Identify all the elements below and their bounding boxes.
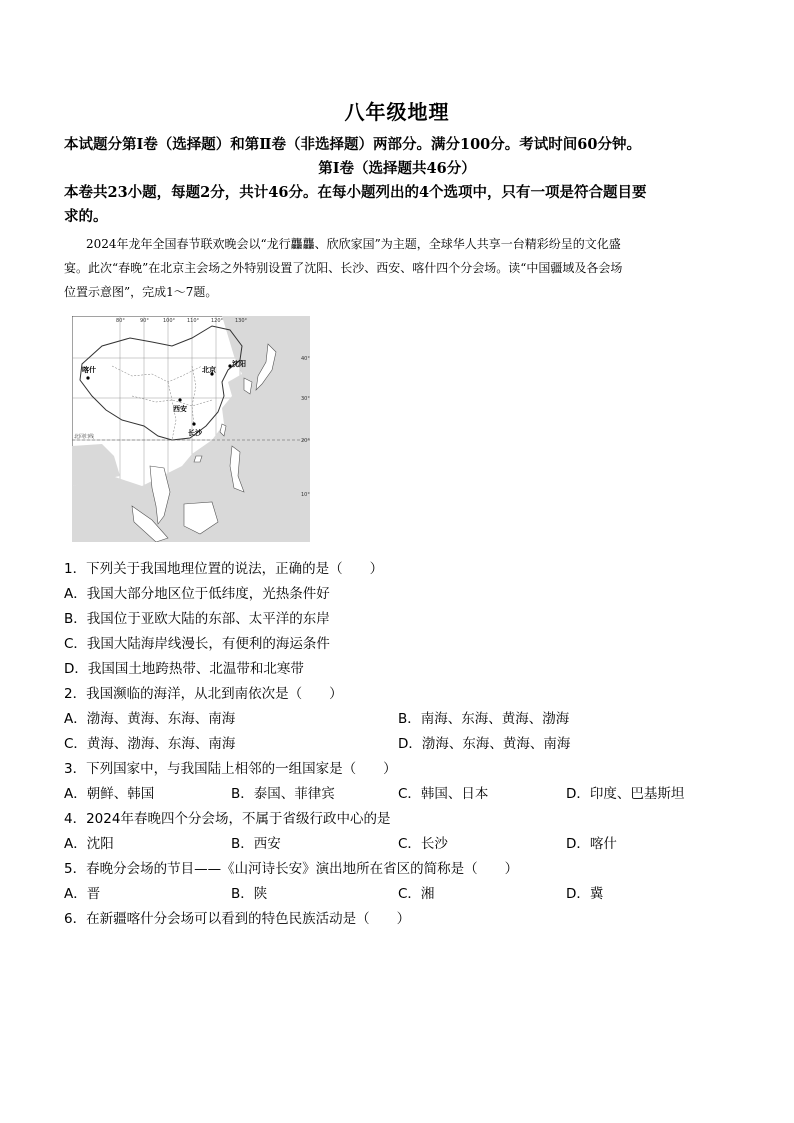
question-3-stem: 3．下列国家中，与我国陆上相邻的一组国家是（ ）: [64, 761, 397, 777]
passage-line-2: 宴。此次“春晚”在北京主会场之外特别设置了沈阳、长沙、西安、喀什四个分会场。读“中国疆域及各会场: [64, 261, 623, 275]
instructions-line-2: 求的。: [64, 208, 108, 225]
q3-option-d[interactable]: D．印度、巴基斯坦: [566, 786, 685, 802]
page-title: 八年级地理: [344, 100, 450, 124]
map-tick-80: 80°: [116, 318, 125, 324]
map-label-shenyang: 沈阳: [232, 360, 246, 368]
passage-line-1: 2024年龙年全国春节联欢晚会以“龙行龘龘、欣欣家国”为主题，全球华人共享一台精彩纷呈的文化盛: [86, 237, 621, 251]
map-tick-100: 100°: [163, 318, 176, 324]
q3-option-a[interactable]: A．朝鲜、韩国: [64, 786, 155, 802]
map-tick-90: 90°: [140, 318, 149, 324]
exam-info: 本试题分第Ⅰ卷（选择题）和第Ⅱ卷（非选择题）两部分。满分100分。考试时间60分钟。: [64, 136, 641, 153]
q2-option-a[interactable]: A．渤海、黄海、东海、南海: [64, 711, 236, 727]
question-4-stem: 4．2024年春晚四个分会场，不属于省级行政中心的是: [64, 811, 391, 827]
q2-option-d[interactable]: D．渤海、东海、黄海、南海: [398, 736, 571, 752]
map-tick-130: 130°: [235, 318, 248, 324]
section-title: 第Ⅰ卷（选择题共46分）: [318, 160, 476, 177]
question-2-stem: 2．我国濒临的海洋，从北到南依次是（ ）: [64, 686, 343, 702]
q5-option-a[interactable]: A．晋: [64, 886, 101, 902]
changsha-marker: [192, 422, 195, 425]
q1-option-c[interactable]: C．我国大陆海岸线漫长，有便利的海运条件: [64, 636, 330, 652]
map-label-beijing: 北京: [202, 366, 216, 374]
map-label-changsha: 长沙: [188, 429, 202, 437]
q5-option-b[interactable]: B．陕: [231, 886, 268, 902]
kashgar-marker: [86, 376, 89, 379]
map-tick-10: 10°: [301, 492, 310, 498]
q4-option-c[interactable]: C．长沙: [398, 836, 448, 852]
map-tick-120: 120°: [211, 318, 224, 324]
passage-line-3: 位置示意图”，完成1～7题。: [64, 285, 218, 299]
map-tick-30: 30°: [301, 396, 310, 402]
question-1-stem: 1．下列关于我国地理位置的说法，正确的是（ ）: [64, 561, 384, 577]
q2-option-b[interactable]: B．南海、东海、黄海、渤海: [398, 711, 570, 727]
q5-option-d[interactable]: D．冀: [566, 886, 604, 902]
q1-option-d[interactable]: D．我国国土地跨热带、北温带和北寒带: [64, 661, 304, 677]
q4-option-d[interactable]: D．喀什: [566, 836, 617, 852]
q3-option-b[interactable]: B．泰国、菲律宾: [231, 786, 335, 802]
question-5-stem: 5．春晚分会场的节目——《山河诗长安》演出地所在省区的简称是（ ）: [64, 861, 519, 877]
map-label-kashgar: 喀什: [82, 366, 96, 374]
map-tick-110: 110°: [187, 318, 200, 324]
q1-option-b[interactable]: B．我国位于亚欧大陆的东部、太平洋的东岸: [64, 611, 330, 627]
map-label-tropic: 北回归线: [74, 434, 95, 440]
map-tick-20: 20°: [301, 438, 310, 444]
q4-option-a[interactable]: A．沈阳: [64, 836, 114, 852]
q4-option-b[interactable]: B．西安: [231, 836, 281, 852]
q1-option-a[interactable]: A．我国大部分地区位于低纬度，光热条件好: [64, 586, 330, 602]
q2-option-c[interactable]: C．黄海、渤海、东海、南海: [64, 736, 236, 752]
xian-marker: [178, 398, 181, 401]
china-map-figure: [72, 316, 310, 542]
question-6-stem: 6．在新疆喀什分会场可以看到的特色民族活动是（ ）: [64, 911, 411, 927]
map-tick-40: 40°: [301, 356, 310, 362]
q3-option-c[interactable]: C．韩国、日本: [398, 786, 489, 802]
map-label-xian: 西安: [173, 405, 187, 413]
instructions-line-1: 本卷共23小题，每题2分，共计46分。在每小题列出的4个选项中，只有一项是符合题目要: [64, 184, 647, 201]
q5-option-c[interactable]: C．湘: [398, 886, 435, 902]
